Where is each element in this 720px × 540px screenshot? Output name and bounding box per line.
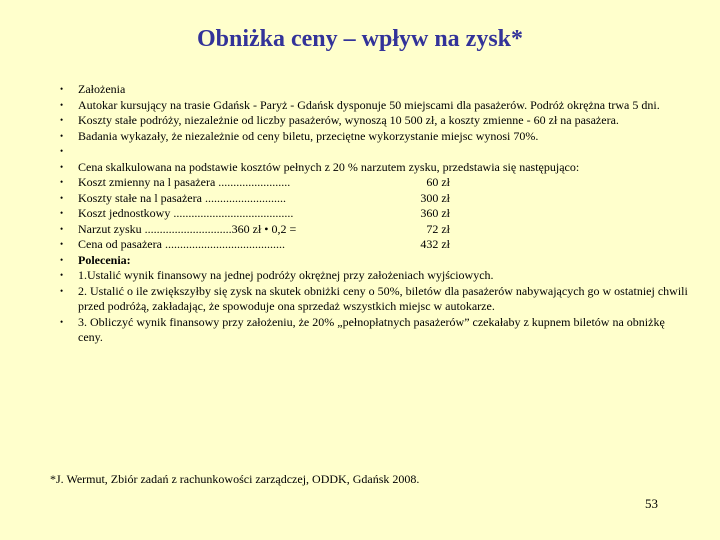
calc-label: Koszt zmienny na l pasażera ........................ xyxy=(78,175,291,189)
list-item-heading xyxy=(60,253,700,269)
calc-row xyxy=(60,175,700,191)
bullet-icon: • xyxy=(60,130,64,141)
bullet-icon: • xyxy=(60,316,64,327)
calc-row xyxy=(60,206,700,222)
calc-value: 300 zł xyxy=(420,190,450,205)
task-item xyxy=(60,268,700,284)
list-item xyxy=(60,129,700,145)
bullet-icon: • xyxy=(60,161,64,172)
bullet-list xyxy=(60,82,700,346)
item-text: Badania wykazały, że niezależnie od ceny biletu, przeciętne wykorzystanie miejsc wynosi 70%. xyxy=(78,128,539,143)
bullet-icon: • xyxy=(60,192,64,203)
calc-label: Koszty stałe na l pasażera ........................... xyxy=(78,190,286,205)
calc-row xyxy=(60,222,700,238)
bullet-icon: • xyxy=(60,285,64,296)
list-item xyxy=(60,82,700,98)
bullet-icon: • xyxy=(60,208,64,218)
bullet-icon: • xyxy=(60,99,64,110)
calc-row xyxy=(60,237,700,253)
item-text xyxy=(78,144,690,160)
calc-row xyxy=(60,191,700,207)
calc-label: Koszt jednostkowy ........................................ xyxy=(78,206,294,220)
item-text: Autokar kursujący na trasie Gdańsk - Paryż - Gdańsk dysponuje 50 miejscami dla pasażerów. Podróż okrężna trwa 5 dni. xyxy=(78,97,660,112)
calc-label: Narzut zysku .............................360 zł • 0,2 = xyxy=(78,221,297,236)
calc-value: 432 zł xyxy=(420,237,450,251)
bullet-icon: • xyxy=(60,223,64,234)
bullet-icon: • xyxy=(60,84,64,94)
item-text: Cena skalkulowana na podstawie kosztów pełnych z 20 % narzutem zysku, przedstawia się następująco: xyxy=(78,159,580,174)
calc-value: 60 zł xyxy=(426,175,450,189)
bullet-icon: • xyxy=(60,146,64,156)
bullet-icon: • xyxy=(60,254,64,265)
bullet-icon: • xyxy=(60,270,64,280)
bullet-icon: • xyxy=(60,177,64,187)
task-item xyxy=(60,315,700,346)
calc-value: 72 zł xyxy=(426,221,450,236)
item-text: Koszty stałe podróży, niezależnie od liczby pasażerów, wynoszą 10 500 zł, a koszty zmienne - 60 zł na pasażera. xyxy=(78,113,619,127)
bullet-icon: • xyxy=(60,115,64,125)
calc-label: Cena od pasażera ........................................ xyxy=(78,237,285,251)
slide-title: Obniżka ceny – wpływ na zysk* xyxy=(196,26,524,52)
list-item xyxy=(60,113,700,129)
task-text: 3. Obliczyć wynik finansowy przy założeniu, że 20% „pełnopłatnych pasażerów” czekałaby z kupnem biletów na obniżkę ceny. xyxy=(78,314,665,344)
item-text: Założenia xyxy=(78,82,126,96)
task-item xyxy=(60,284,700,315)
page-number: 53 xyxy=(645,496,658,511)
polecenia-heading: Polecenia: xyxy=(78,252,131,267)
list-item-empty xyxy=(60,144,700,160)
task-text: 2. Ustalić o ile zwiększyłby się zysk na skutek obniżki ceny o 50%, biletów dla pasażerów nabywających go w ostatniej chwili przed podróżą, zakładając, że spowoduje ona sprzedaż wszystkich miejsc w autokarze. xyxy=(78,283,688,313)
task-text: 1.Ustalić wynik finansowy na jednej podróży okrężnej przy założeniach wyjściowych. xyxy=(78,268,494,282)
list-item xyxy=(60,160,700,176)
calc-value: 360 zł xyxy=(420,206,450,220)
source-footnote: *J. Wermut, Zbiór zadań z rachunkowości zarządczej, ODDK, Gdańsk 2008. xyxy=(50,472,420,486)
bullet-icon: • xyxy=(60,239,64,249)
list-item xyxy=(60,98,700,114)
